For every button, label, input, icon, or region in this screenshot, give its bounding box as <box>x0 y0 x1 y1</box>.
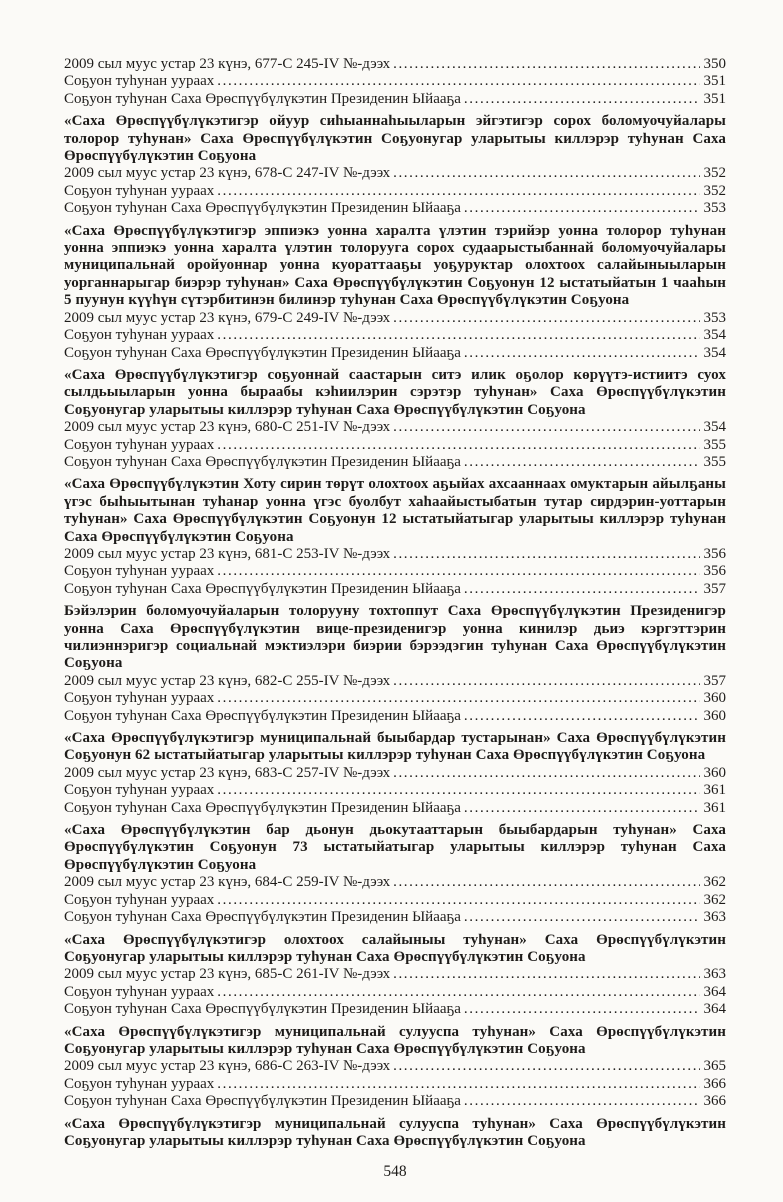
toc-entry-label: Соҕуон туһунан Саха Өрөспүүбүлүкэтин Президенин Ыйааҕа <box>64 90 461 107</box>
dot-leader <box>393 310 700 327</box>
toc-entry-label: Соҕуон туһунан Саха Өрөспүүбүлүкэтин Президенин Ыйааҕа <box>64 1001 461 1018</box>
toc-entry-label: 2009 сыл муус устар 23 күнэ, 682-С 255-IV №-дээх <box>64 672 391 689</box>
toc-entry <box>64 581 726 598</box>
toc-entry <box>64 984 726 1001</box>
toc-entry-label: Соҕуон туһунан уураах <box>64 327 215 344</box>
toc-entry-page: 355 <box>703 436 726 453</box>
toc-entry <box>64 1076 726 1093</box>
toc-entry-page: 362 <box>703 891 726 908</box>
toc-entry-page: 351 <box>703 73 726 90</box>
toc-entry-page: 360 <box>703 690 726 707</box>
toc-entry <box>64 708 726 725</box>
toc-entry <box>64 765 726 782</box>
dot-leader <box>393 966 700 983</box>
toc-entry <box>64 56 726 73</box>
dot-leader <box>464 1093 700 1110</box>
dot-leader <box>464 454 700 471</box>
dot-leader <box>217 563 700 580</box>
toc-entry-page: 353 <box>703 200 726 217</box>
toc-entry-label: Соҕуон туһунан Саха Өрөспүүбүлүкэтин Президенин Ыйааҕа <box>64 1093 461 1110</box>
toc-entry-label: Соҕуон туһунан Саха Өрөспүүбүлүкэтин Президенин Ыйааҕа <box>64 707 461 724</box>
toc-heading: «Саха Өрөспүүбүлүкэтигэр олохтоох салайыныы туһунан» Саха Өрөспүүбүлүкэтин Соҕуонугар уларытыы киллэрэр туһунан Саха Өрөспүүбүлүкэтин Соҕуона <box>64 931 726 965</box>
toc-entry-label: 2009 сыл муус устар 23 күнэ, 685-С 261-IV №-дээх <box>64 966 391 983</box>
toc-entry <box>64 874 726 891</box>
toc-entry-page: 354 <box>703 327 726 344</box>
toc-entry-label: Соҕуон туһунан Саха Өрөспүүбүлүкэтин Президенин Ыйааҕа <box>64 799 461 816</box>
toc-entry-label: Соҕуон туһунан уураах <box>64 983 215 1000</box>
dot-leader <box>464 345 700 362</box>
toc-entry <box>64 966 726 983</box>
toc-entry <box>64 437 726 454</box>
dot-leader <box>217 984 700 1001</box>
dot-leader <box>217 437 700 454</box>
toc-entry-label: 2009 сыл муус устар 23 күнэ, 680-С 251-IV №-дээх <box>64 419 391 436</box>
toc-entry <box>64 782 726 799</box>
toc-entry <box>64 1001 726 1018</box>
toc-entry-page: 364 <box>703 1001 726 1018</box>
toc-entry-page: 353 <box>703 309 726 326</box>
toc-entry <box>64 1058 726 1075</box>
toc-entry-page: 365 <box>703 1058 726 1075</box>
dot-leader <box>217 892 700 909</box>
toc-entry <box>64 800 726 817</box>
toc-entry <box>64 419 726 436</box>
dot-leader <box>217 1076 700 1093</box>
toc-entry <box>64 200 726 217</box>
toc-entry <box>64 909 726 926</box>
toc-entry-page: 357 <box>703 672 726 689</box>
toc-entry-label: 2009 сыл муус устар 23 күнэ, 686-С 263-IV №-дээх <box>64 1058 391 1075</box>
toc-entry-label: 2009 сыл муус устар 23 күнэ, 683-С 257-IV №-дээх <box>64 764 391 781</box>
toc-entry-page: 356 <box>703 545 726 562</box>
toc-heading: «Саха Өрөспүүбүлүкэтин Хоту сирин төрүт олохтоох аҕыйах ахсааннаах омуктарын айылҕаны үгэс быһыытынан туһанар уонна үгэс буолбут хаһаайыстыбатын тутар сирдэрин-уоттарын туһунан» Саха Өрөспүүбүлүкэтин Соҕуонун 12 ыстатыйатыгар уларытыы киллэрэр туһунан Саха Өрөспүүбүлүкэтин Соҕуона <box>64 476 726 545</box>
dot-leader <box>393 673 700 690</box>
toc-heading: Бэйэлэрин боломуочуйаларын толорууну тохтоппут Саха Өрөспүүбүлүкэтин Президенигэр уонна Саха Өрөспүүбүлүкэтин вице-президенигэр уонна кинилэр дьиэ кэргэттэрин чилиэннэригэр социальнай мэктиэлэри биэрии бэрээдэгин туһунан Саха Өрөспүүбүлүкэтин Соҕуона <box>64 603 726 672</box>
toc-entry-page: 364 <box>703 983 726 1000</box>
toc-entry-page: 361 <box>703 782 726 799</box>
toc-entry <box>64 91 726 108</box>
toc-heading: «Саха Өрөспүүбүлүкэтигэр эппиэкэ уонна харалта үлэтин тэрийэр уонна толорор туһунан уонна эппиэкэ уонна харалта үлэтин толорууга сорох судаарыстыбаннай боломуочуйалары муниципальнай оройуоннар уонна куораттааҕы уоҕуруктар олохтоох салайыныыларын уорганнарыгар биэрэр туһунан» Саха Өрөспүүбүлүкэтин Соҕуонун 12 ыстатыйатын 1 чааһын 5 пуунун күүһүн сүтэрбитинэн билинэр туһунан Саха Өрөспүүбүлүкэтин Соҕуона <box>64 222 726 309</box>
toc-entry-label: Соҕуон туһунан уураах <box>64 563 215 580</box>
dot-leader <box>464 91 700 108</box>
toc-entry-label: Соҕуон туһунан уураах <box>64 436 215 453</box>
toc-entry <box>64 454 726 471</box>
toc <box>64 56 726 1150</box>
toc-entry-label: 2009 сыл муус устар 23 күнэ, 679-С 249-IV №-дээх <box>64 309 391 326</box>
dot-leader <box>464 708 700 725</box>
toc-entry-page: 362 <box>703 874 726 891</box>
toc-entry <box>64 690 726 707</box>
toc-entry-page: 357 <box>703 580 726 597</box>
toc-entry-page: 361 <box>703 799 726 816</box>
dot-leader <box>464 800 700 817</box>
toc-entry <box>64 546 726 563</box>
toc-entry <box>64 73 726 90</box>
toc-heading: «Саха Өрөспүүбүлүкэтин бар дьонун дьокутааттарын быыбардарын туһунан» Саха Өрөспүүбүлүкэтин Соҕуонун 73 ыстатыйатыгар уларытыы киллэрэр туһунан Саха Өрөспүүбүлүкэтин Соҕуона <box>64 822 726 873</box>
toc-entry-label: Соҕуон туһунан уураах <box>64 690 215 707</box>
dot-leader <box>464 1001 700 1018</box>
dot-leader <box>217 183 700 200</box>
toc-entry-label: 2009 сыл муус устар 23 күнэ, 684-С 259-IV №-дээх <box>64 874 391 891</box>
toc-entry-page: 363 <box>703 966 726 983</box>
toc-entry-label: Соҕуон туһунан уураах <box>64 891 215 908</box>
toc-entry-label: Соҕуон туһунан уураах <box>64 782 215 799</box>
toc-heading: «Саха Өрөспүүбүлүкэтигэр муниципальнай быыбардар тустарынан» Саха Өрөспүүбүлүкэтин Соҕуонун 62 ыстатыйатыгар уларытыы киллэрэр туһунан Саха Өрөспүүбүлүкэтин Соҕуона <box>64 730 726 764</box>
toc-heading: «Саха Өрөспүүбүлүкэтигэр соҕуоннай саастарын ситэ илик оҕолор көрүүтэ-истиитэ суох сылдьыыларын уонна быраабы кэһиилэрин сэрэтэр туһунан» Саха Өрөспүүбүлүкэтин Соҕуонугар уларытыы киллэрэр туһунан Саха Өрөспүүбүлүкэтин Соҕуона <box>64 366 726 418</box>
toc-entry <box>64 327 726 344</box>
page-number: 548 <box>383 1163 407 1181</box>
toc-entry-label: 2009 сыл муус устар 23 күнэ, 678-С 247-IV №-дээх <box>64 165 391 182</box>
toc-entry <box>64 345 726 362</box>
toc-entry <box>64 673 726 690</box>
dot-leader <box>393 546 700 563</box>
toc-entry-page: 350 <box>703 56 726 72</box>
toc-entry <box>64 892 726 909</box>
toc-entry-page: 363 <box>703 909 726 926</box>
dot-leader <box>217 690 700 707</box>
toc-entry-page: 352 <box>703 165 726 182</box>
toc-entry <box>64 1093 726 1110</box>
dot-leader <box>393 1058 700 1075</box>
dot-leader <box>217 782 700 799</box>
toc-entry-page: 360 <box>703 707 726 724</box>
toc-entry-label: Соҕуон туһунан уураах <box>64 73 215 90</box>
toc-entry-label: Соҕуон туһунан Саха Өрөспүүбүлүкэтин Президенин Ыйааҕа <box>64 344 461 361</box>
dot-leader <box>464 581 700 598</box>
toc-entry-page: 354 <box>703 344 726 361</box>
toc-entry <box>64 310 726 327</box>
toc-entry-page: 352 <box>703 182 726 199</box>
toc-entry-label: Соҕуон туһунан уураах <box>64 1075 215 1092</box>
dot-leader <box>217 327 700 344</box>
dot-leader <box>393 765 700 782</box>
toc-entry <box>64 183 726 200</box>
toc-heading: «Саха Өрөспүүбүлүкэтигэр ойуур сиһыаннаһыыларын эйгэтигэр сорох боломуочуйалары толорор туһунан» Саха Өрөспүүбүлүкэтин Соҕуонугар уларытыы киллэрэр туһунан Саха Өрөспүүбүлүкэтин Соҕуона <box>64 113 726 165</box>
toc-entry-page: 354 <box>703 419 726 436</box>
toc-entry-page: 356 <box>703 563 726 580</box>
toc-entry-page: 351 <box>703 90 726 107</box>
toc-entry-page: 366 <box>703 1075 726 1092</box>
dot-leader <box>217 73 700 90</box>
toc-entry <box>64 165 726 182</box>
toc-entry-label: Соҕуон туһунан Саха Өрөспүүбүлүкэтин Президенин Ыйааҕа <box>64 200 461 217</box>
dot-leader <box>393 419 700 436</box>
toc-entry-label: Соҕуон туһунан уураах <box>64 182 215 199</box>
toc-heading: «Саха Өрөспүүбүлүкэтигэр муниципальнай сулууспа туһунан» Саха Өрөспүүбүлүкэтин Соҕуонугар уларытыы киллэрэр туһунан Саха Өрөспүүбүлүкэтин Соҕуона <box>64 1115 726 1149</box>
toc-entry-label: Соҕуон туһунан Саха Өрөспүүбүлүкэтин Президенин Ыйааҕа <box>64 580 461 597</box>
dot-leader <box>393 165 700 182</box>
toc-entry-page: 360 <box>703 764 726 781</box>
toc-entry-page: 355 <box>703 453 726 470</box>
toc-entry-label: 2009 сыл муус устар 23 күнэ, 677-С 245-IV №-дээх <box>64 56 391 72</box>
dot-leader <box>393 56 700 73</box>
dot-leader <box>464 909 700 926</box>
dot-leader <box>393 874 700 891</box>
toc-entry <box>64 563 726 580</box>
toc-entry-label: Соҕуон туһунан Саха Өрөспүүбүлүкэтин Президенин Ыйааҕа <box>64 453 461 470</box>
toc-entry-page: 366 <box>703 1093 726 1110</box>
toc-entry-label: Соҕуон туһунан Саха Өрөспүүбүлүкэтин Президенин Ыйааҕа <box>64 909 461 926</box>
toc-entry-label: 2009 сыл муус устар 23 күнэ, 681-С 253-IV №-дээх <box>64 545 391 562</box>
dot-leader <box>464 200 700 217</box>
toc-heading: «Саха Өрөспүүбүлүкэтигэр муниципальнай сулууспа туһунан» Саха Өрөспүүбүлүкэтин Соҕуонугар уларытыы киллэрэр туһунан Саха Өрөспүүбүлүкэтин Соҕуона <box>64 1023 726 1057</box>
